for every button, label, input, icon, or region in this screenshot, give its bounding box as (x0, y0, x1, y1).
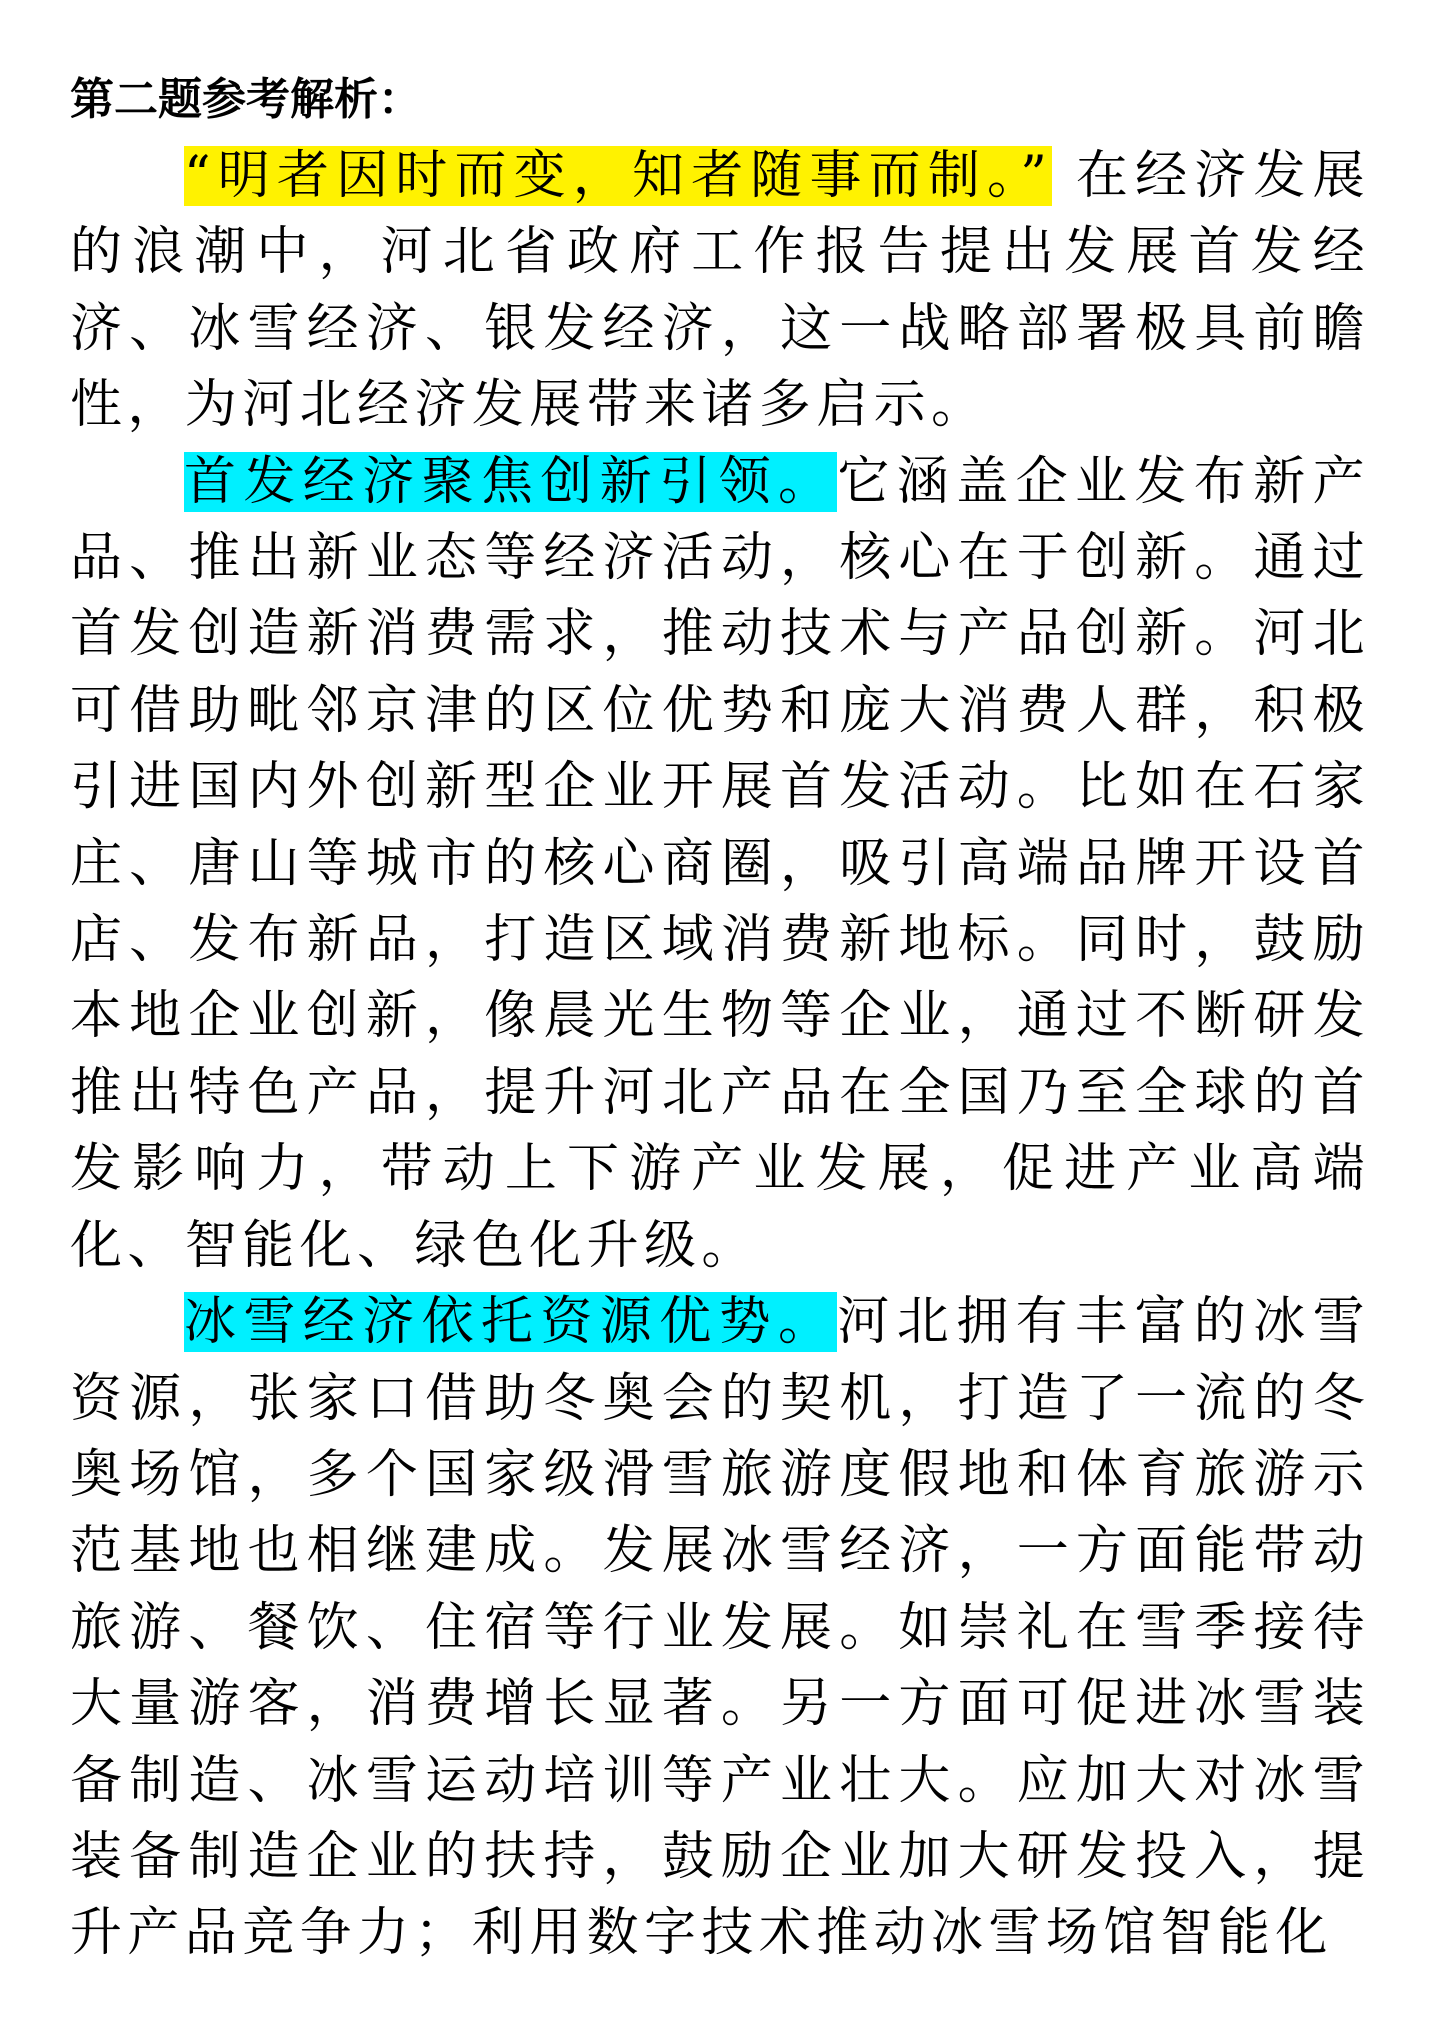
paragraph-ice-snow-text: 河北拥有丰富的冰雪资源，张家口借助冬奥会的契机，打造了一流的冬奥场馆，多个国家级滑雪旅游度假地和体育旅游示范基地也相继建成。发展冰雪经济，一方面能带动旅游、餐饮、住宿等行业发展。如崇礼在雪季接待大量游客，消费增长显著。另一方面可促进冰雪装备制造、冰雪运动培训等产业壮大。应加大对冰雪装备制造企业的扶持，鼓励企业加大研发投入，提升产品竞争力；利用数字技术推动冰雪场馆智能化 (70, 1292, 1371, 1964)
highlight-first-launch-heading: 首发经济聚焦创新引领。 (184, 451, 838, 512)
paragraph-intro (70, 138, 1370, 444)
document-title: 第二题参考解析： (70, 74, 422, 125)
highlight-ice-snow-heading: 冰雪经济依托资源优势。 (184, 1292, 838, 1353)
paragraph-ice-snow-economy (70, 1284, 1370, 1972)
document-body (70, 138, 1370, 1972)
paragraph-intro-text: 在经济发展的浪潮中，河北省政府工作报告提出发展首发经济、冰雪经济、银发经济，这一战略部署极具前瞻性，为河北经济发展带来诸多启示。 (70, 146, 1370, 436)
highlight-quote: “明者因时而变，知者随事而制。” (184, 146, 1053, 206)
paragraph-first-launch-text: 它涵盖企业发布新产品、推出新业态等经济活动，核心在于创新。通过首发创造新消费需求，推动技术与产品创新。河北可借助毗邻京津的区位优势和庞大消费人群，积极引进国内外创新型企业开展首发活动。比如在石家庄、唐山等城市的核心商圈，吸引高端品牌开设首店、发布新品，打造区域消费新地标。同时，鼓励本地企业创新，像晨光生物等企业，通过不断研发推出特色产品，提升河北产品在全国乃至全球的首发影响力，带动上下游产业发展，促进产业高端化、智能化、绿色化升级。 (70, 451, 1371, 1276)
paragraph-first-launch-economy (70, 444, 1370, 1284)
